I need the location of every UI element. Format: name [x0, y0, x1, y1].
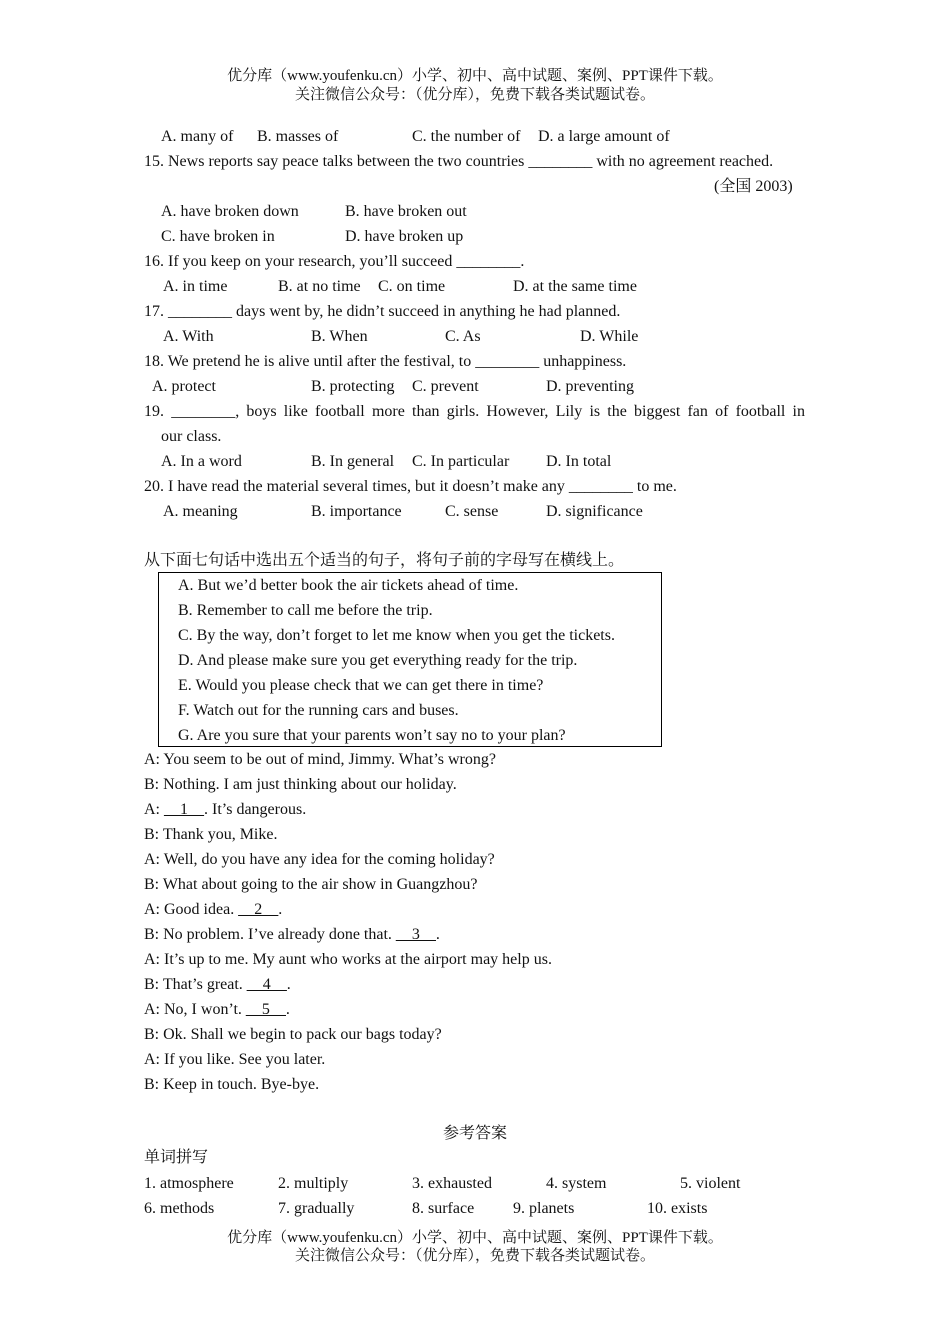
answers-title: 参考答案 [442, 1125, 507, 1142]
q18-stem: 18. We pretend he is alive until after the festival, to ________ unhappiness. [144, 353, 627, 370]
dialogue-line: B: That’s great. __4__. [144, 976, 291, 993]
q20-option-c: C. sense [445, 503, 499, 520]
dialogue-line: A: __1__. It’s dangerous. [144, 801, 307, 818]
header-line-1: 优分库（www.youfenku.cn）小学、初中、高中试题、案例、PPT课件下载。 [227, 68, 723, 84]
q20-stem: 20. I have read the material several times, but it doesn’t make any ________ to me. [144, 478, 677, 495]
q16-option-b: B. at no time [278, 278, 361, 295]
dialogue-line: B: What about going to the air show in Guangzhou? [144, 876, 478, 893]
q18-option-d: D. preventing [546, 378, 634, 395]
dialogue-line: A: No, I won’t. __5__. [144, 1001, 290, 1018]
q18-option-c: C. prevent [412, 378, 479, 395]
dialogue-line: A: If you like. See you later. [144, 1051, 326, 1068]
dialogue-line: A: Good idea. __2__. [144, 901, 283, 918]
answer-item: 8. surface [412, 1200, 475, 1217]
q19-option-a: A. In a word [161, 453, 242, 470]
q17-option-d: D. While [580, 328, 639, 345]
dialogue-line: B: Keep in touch. Bye-bye. [144, 1076, 320, 1093]
q14-option-b: B. masses of [257, 128, 339, 145]
blank-3: __3__ [395, 926, 436, 943]
choice-a: A. But we’d better book the air tickets ahead of time. [178, 577, 519, 594]
q16-option-c: C. on time [378, 278, 446, 295]
choice-g: G. Are you sure that your parents won’t say no to your plan? [178, 727, 566, 744]
answers-subtitle: 单词拼写 [144, 1149, 209, 1166]
answer-item: 10. exists [647, 1200, 708, 1217]
q19-option-c: C. In particular [412, 453, 510, 470]
q20-option-d: D. significance [546, 503, 643, 520]
blank-2: __2__ [238, 901, 279, 918]
q15-stem: 15. News reports say peace talks between the two countries ________ with no agreement reached. [144, 153, 774, 170]
q15-option-d: D. have broken up [345, 228, 464, 245]
q19-option-d: D. In total [546, 453, 612, 470]
q15-option-c: C. have broken in [161, 228, 275, 245]
q15-source: (全国 2003) [714, 178, 793, 195]
q19-stem-line-1: 19. ________, boys like football more than girls. However, Lily is the biggest fan of football in [144, 403, 805, 420]
dialogue-line: A: It’s up to me. My aunt who works at the airport may help us. [144, 951, 552, 968]
footer-line-1: 优分库（www.youfenku.cn）小学、初中、高中试题、案例、PPT课件下载。 [227, 1230, 723, 1246]
answer-item: 2. multiply [278, 1175, 349, 1192]
q20-option-b: B. importance [311, 503, 402, 520]
q16-stem: 16. If you keep on your research, you’ll succeed ________. [144, 253, 525, 270]
header-line-2: 关注微信公众号：（优分库），免费下载各类试题试卷。 [294, 87, 655, 103]
dialogue-line: B: Thank you, Mike. [144, 826, 278, 843]
answer-item: 4. system [546, 1175, 607, 1192]
choice-c: C. By the way, don’t forget to let me know when you get the tickets. [178, 627, 615, 644]
dialogue-line: A: Well, do you have any idea for the coming holiday? [144, 851, 495, 868]
q17-option-a: A. With [163, 328, 214, 345]
answer-item: 3. exhausted [412, 1175, 492, 1192]
q17-option-c: C. As [445, 328, 481, 345]
choice-d: D. And please make sure you get everything ready for the trip. [178, 652, 578, 669]
answer-item: 7. gradually [278, 1200, 355, 1217]
q16-option-a: A. in time [163, 278, 228, 295]
q19-stem-line-2: our class. [161, 428, 222, 445]
q17-option-b: B. When [311, 328, 368, 345]
q18-option-b: B. protecting [311, 378, 395, 395]
q19-option-b: B. In general [311, 453, 395, 470]
answer-item: 1. atmosphere [144, 1175, 234, 1192]
q15-option-a: A. have broken down [161, 203, 299, 220]
choice-b: B. Remember to call me before the trip. [178, 602, 433, 619]
footer-line-2: 关注微信公众号：（优分库），免费下载各类试题试卷。 [294, 1248, 655, 1264]
blank-1: __1__ [164, 801, 204, 818]
q18-option-a: A. protect [152, 378, 216, 395]
q14-option-a: A. many of [161, 128, 234, 145]
answer-item: 5. violent [680, 1175, 741, 1192]
q14-option-c: C. the number of [412, 128, 521, 145]
blank-5: __5__ [245, 1001, 286, 1018]
dialogue-instruction: 从下面七句话中选出五个适当的句子，将句子前的字母写在横线上。 [144, 552, 625, 569]
q16-option-d: D. at the same time [513, 278, 637, 295]
q20-option-a: A. meaning [163, 503, 238, 520]
answer-item: 9. planets [513, 1200, 575, 1217]
q17-stem: 17. ________ days went by, he didn’t succeed in anything he had planned. [144, 303, 621, 320]
dialogue-line: B: Ok. Shall we begin to pack our bags today? [144, 1026, 442, 1043]
q14-option-d: D. a large amount of [538, 128, 670, 145]
q15-option-b: B. have broken out [345, 203, 467, 220]
dialogue-line: B: Nothing. I am just thinking about our holiday. [144, 776, 457, 793]
blank-4: __4__ [246, 976, 287, 993]
answer-item: 6. methods [144, 1200, 215, 1217]
choice-e: E. Would you please check that we can get there in time? [178, 677, 544, 694]
choice-f: F. Watch out for the running cars and buses. [178, 702, 459, 719]
dialogue-line: A: You seem to be out of mind, Jimmy. What’s wrong? [144, 751, 496, 768]
dialogue-line: B: No problem. I’ve already done that. __3__. [144, 926, 440, 943]
